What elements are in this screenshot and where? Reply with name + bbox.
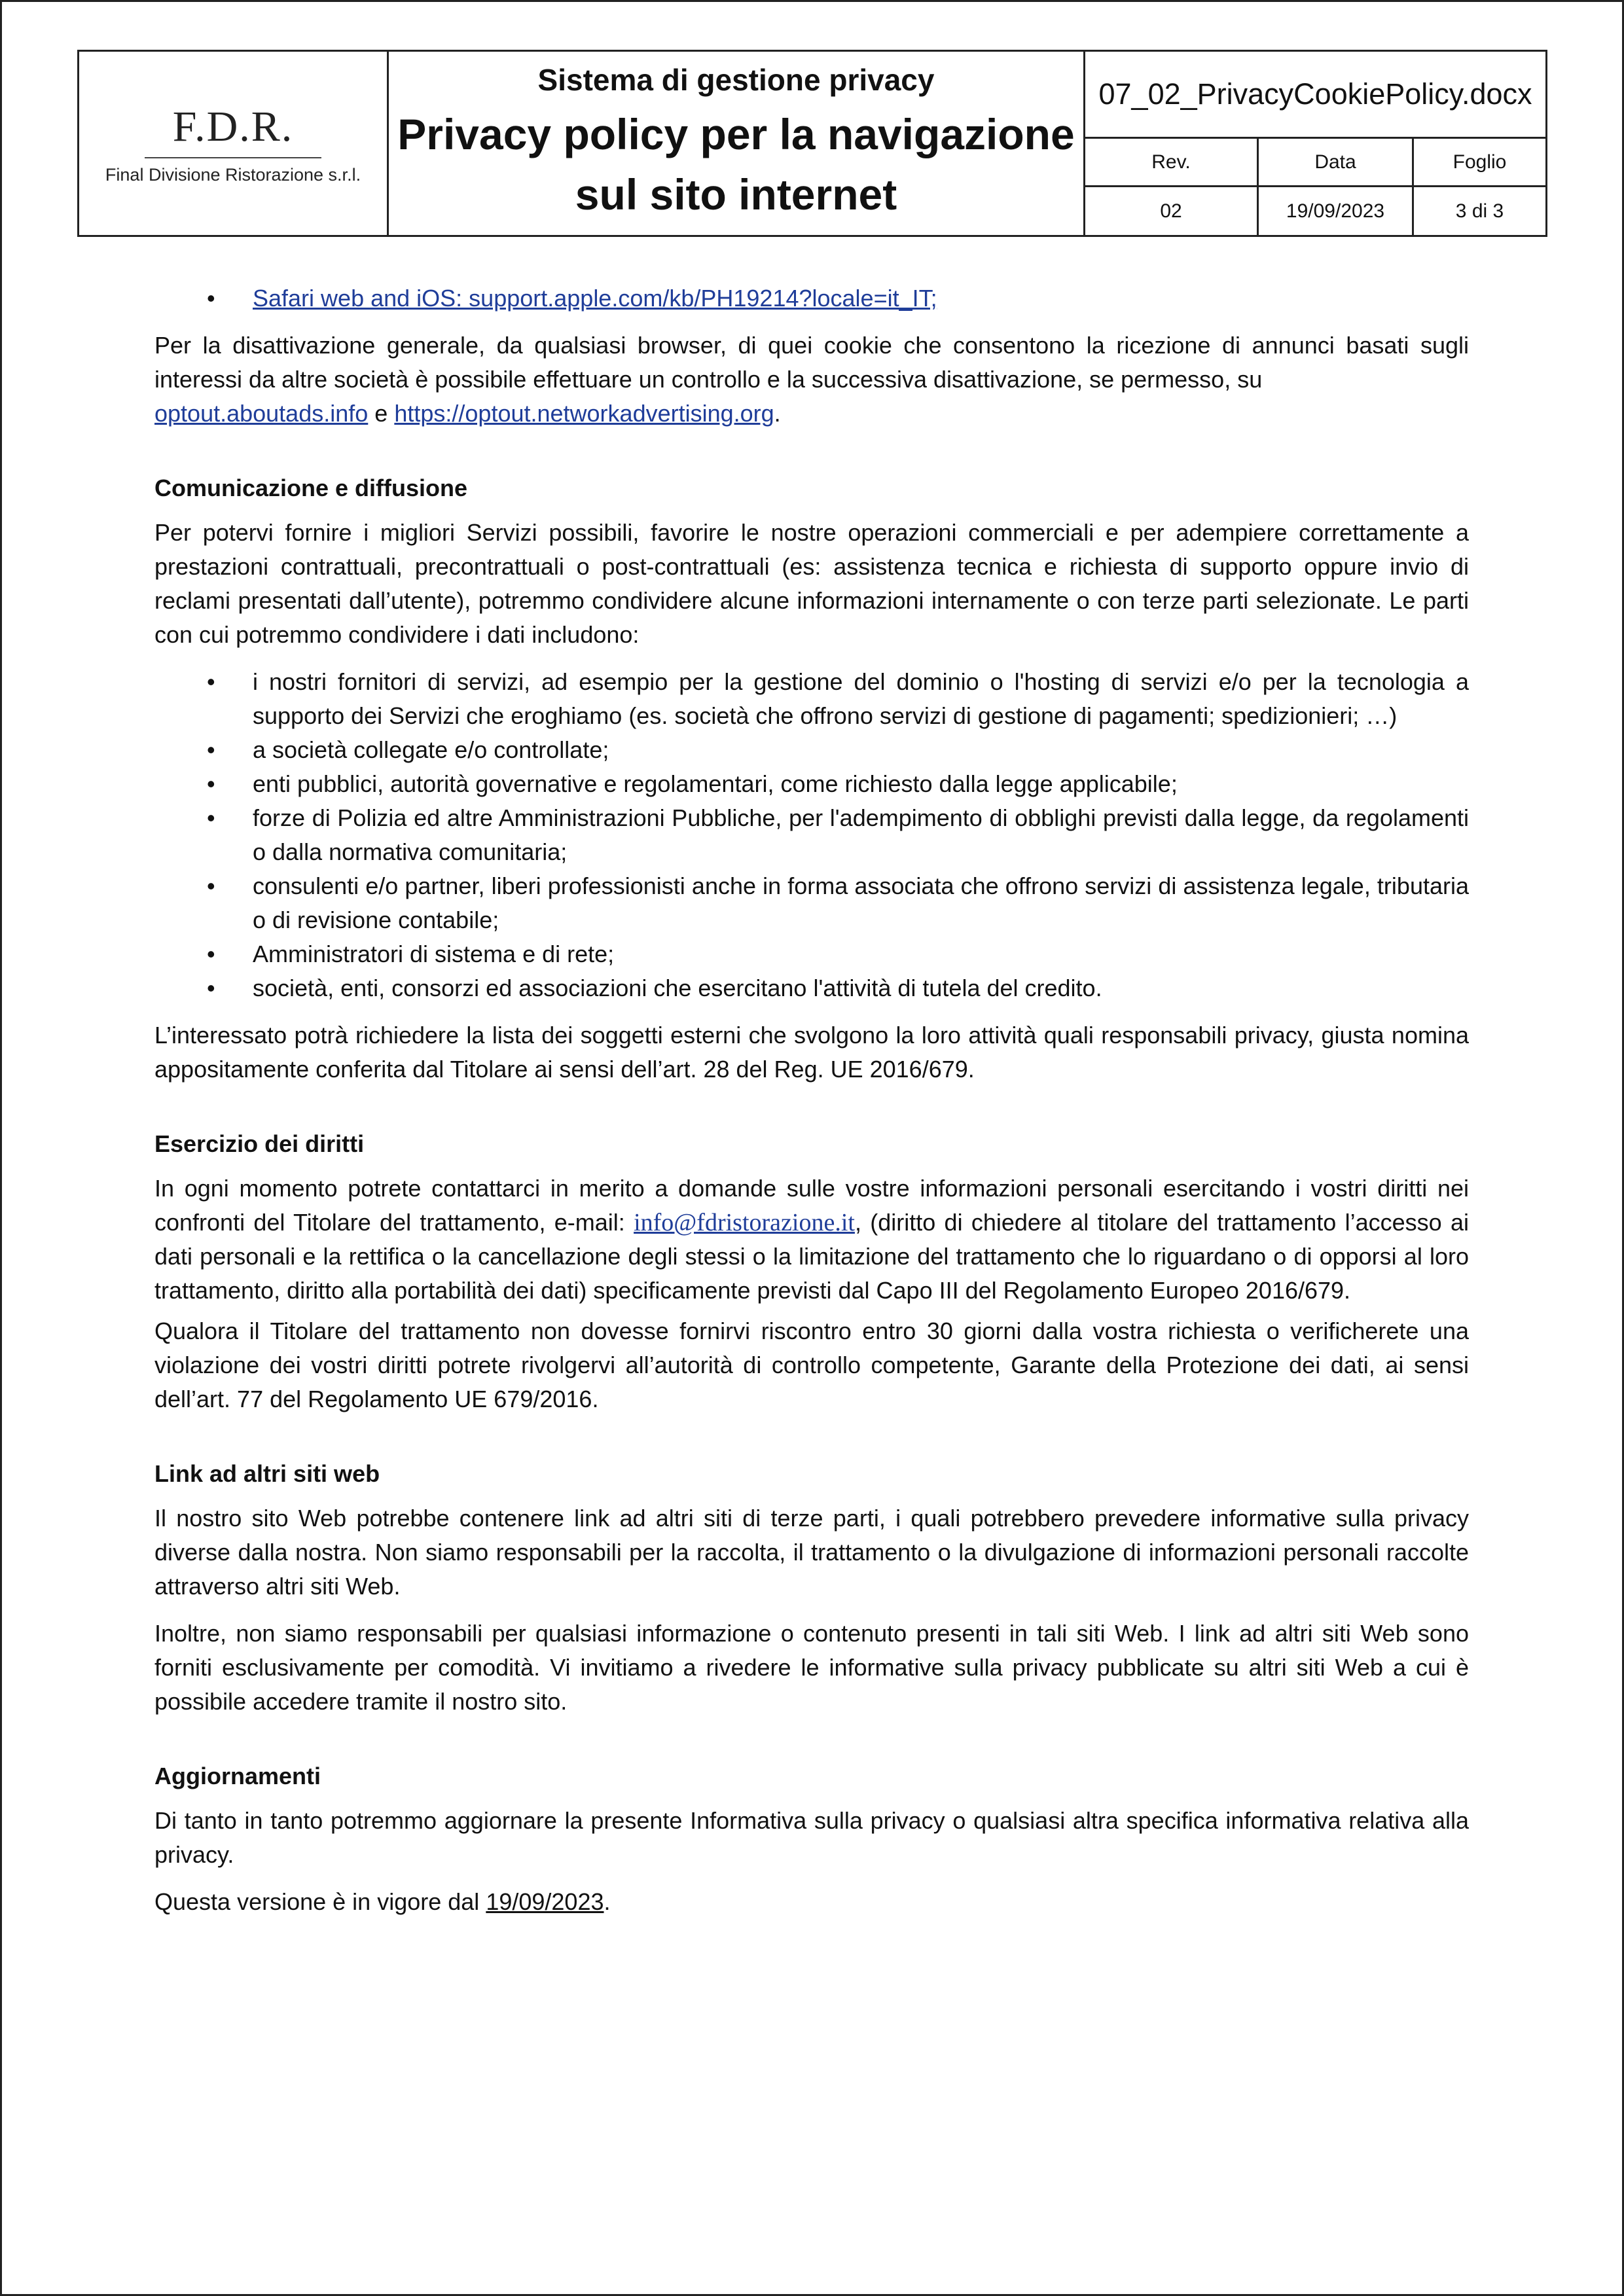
document-title-line2: sul sito internet xyxy=(575,170,897,219)
bullet-icon: • xyxy=(207,285,215,312)
list-item xyxy=(154,869,1469,937)
list-item-text: a società collegate e/o controllate; xyxy=(253,736,609,763)
diritti-paragraph-2: Qualora il Titolare del trattamento non dovesse fornirvi riscontro entro 30 giorni dalla vostra richiesta o verificherete una violazione dei vostri diritti potrete rivolgervi all’autorità di controllo competente, Garante della Protezione dei dati, ai sensi dell’art. 77 del Regolamento UE 679/2016. xyxy=(154,1318,1469,1412)
list-item xyxy=(154,971,1469,1005)
system-title: Sistema di gestione privacy xyxy=(537,63,935,97)
aggiornamenti-paragraph-2 xyxy=(154,1885,1469,1919)
diritti-text-before: In ogni momento potrete contattarci in merito a domande sulle vostre informazioni personali esercitando i vostri diritti nei confronti del Titolare del trattamento, e-mail: xyxy=(154,1175,1469,1236)
list-item-text: consulenti e/o partner, liberi professionisti anche in forma associata che offrono servizi di assistenza legale, tributaria o di revisione contabile; xyxy=(253,872,1469,933)
list-item-text: i nostri fornitori di servizi, ad esempio per la gestione del dominio o l'hosting di servizi e/o per la tecnologia a supporto dei Servizi che eroghiamo (es. società che offrono servizi di gestione di pagamenti; spedizionieri; …) xyxy=(253,668,1469,729)
document-title-line1: Privacy policy per la navigazione xyxy=(397,110,1075,158)
list-item-text: società, enti, consorzi ed associazioni che esercitano l'attività di tutela del credito. xyxy=(253,975,1102,1001)
optout-aboutads-link[interactable]: optout.aboutads.info xyxy=(154,400,369,427)
list-item-text: enti pubblici, autorità governative e regolamentari, come richiesto dalla legge applicabile; xyxy=(253,770,1178,797)
rev-label: Rev. xyxy=(1085,139,1259,185)
list-item xyxy=(154,281,1469,315)
rev-value: 02 xyxy=(1085,187,1259,235)
logo-mark: F.D.R. xyxy=(172,102,294,151)
comunicazione-outro: L’interessato potrà richiedere la lista dei soggetti esterni che svolgono la loro attività quali responsabili privacy, giusta nomina appositamente conferita dal Titolare ai sensi dell’art. 28 del Reg. UE 2016/679. xyxy=(154,1022,1469,1083)
list-item xyxy=(154,767,1469,801)
diritti-text-after: , (diritto di chiedere al titolare del trattamento l’accesso ai dati personali e la rettifica o la cancellazione degli stessi o la limitazione del trattamento che lo riguardano o di opporsi al loro trattamento, diritto alla portabilità dei dati) specificamente previsti dal Capo III del Regolamento Europeo 2016/679. xyxy=(154,1209,1469,1304)
data-label: Data xyxy=(1259,139,1414,185)
effective-period: . xyxy=(604,1888,611,1915)
list-item-text: forze di Polizia ed altre Amministrazioni Pubbliche, per l'adempimento di obblighi previsti dalla legge, da regolamenti o dalla normativa comunitaria; xyxy=(253,804,1469,865)
effective-text: Questa versione è in vigore dal xyxy=(154,1888,480,1915)
logo-subtitle: Final Divisione Ristorazione s.r.l. xyxy=(105,164,361,185)
bullet-icon: • xyxy=(207,804,215,831)
meta-header-row xyxy=(1085,139,1545,187)
data-value: 19/09/2023 xyxy=(1259,187,1414,235)
document-body xyxy=(154,281,1469,1932)
list-item xyxy=(154,733,1469,767)
diritti-paragraph-1 xyxy=(154,1172,1469,1308)
safari-link[interactable]: Safari web and iOS: support.apple.com/kb/PH19214?locale=it_IT; xyxy=(253,285,937,312)
optout-nai-link[interactable]: https://optout.networkadvertising.org xyxy=(394,400,774,427)
list-item xyxy=(154,801,1469,869)
header-title-block xyxy=(389,52,1085,235)
logo-divider xyxy=(145,157,321,158)
company-logo xyxy=(79,52,389,235)
link-paragraph-2: Inoltre, non siamo responsabili per qualsiasi informazione o contenuto presenti in tali siti Web. I link ad altri siti Web sono forniti esclusivamente per comodità. Vi invitiamo a rivedere le informative sulla privacy pubblicate su altri siti Web a cui è possibile accedere tramite il nostro sito. xyxy=(154,1620,1469,1715)
bullet-icon: • xyxy=(207,975,215,1001)
link-paragraph-1: Il nostro sito Web potrebbe contenere link ad altri siti di terze parti, i quali potrebbero prevedere informative sulla privacy diverse dalla nostra. Non siamo responsabili per la raccolta, il trattamento o la divulgazione di informazioni personali raccolte attraverso altri siti Web. xyxy=(154,1505,1469,1600)
meta-value-row xyxy=(1085,187,1545,235)
foglio-label: Foglio xyxy=(1453,151,1507,173)
effective-date: 19/09/2023 xyxy=(486,1888,604,1915)
list-item xyxy=(154,665,1469,733)
bullet-icon: • xyxy=(207,668,215,695)
list-item xyxy=(154,937,1469,971)
section-title-comunicazione: Comunicazione e diffusione xyxy=(154,475,468,501)
header-meta-block xyxy=(1085,52,1545,235)
bullet-icon: • xyxy=(207,941,215,967)
section-title-aggiornamenti: Aggiornamenti xyxy=(154,1763,321,1789)
list-item-text: Amministratori di sistema e di rete; xyxy=(253,941,615,967)
email-link[interactable]: info@fdristorazione.it xyxy=(634,1209,855,1236)
recipients-list xyxy=(154,665,1469,1005)
section-title-diritti: Esercizio dei diritti xyxy=(154,1130,365,1157)
bullet-icon: • xyxy=(207,872,215,899)
bullet-icon: • xyxy=(207,736,215,763)
browser-list xyxy=(154,281,1469,315)
document-header xyxy=(77,50,1547,237)
bullet-icon: • xyxy=(207,770,215,797)
aggiornamenti-paragraph-1: Di tanto in tanto potremmo aggiornare la presente Informativa sulla privacy o qualsiasi altra specifica informativa relativa alla privacy. xyxy=(154,1807,1469,1868)
comunicazione-intro: Per potervi fornire i migliori Servizi possibili, favorire le nostre operazioni commerciali e per adempiere correttamente a prestazioni contrattuali, precontrattuali o post-contrattuali (es: assistenza tecnica e richiesta di supporto oppure invio di reclami presentati dall’utente), potremmo condividere alcune informazioni internamente o con terze parti selezionate. Le parti con cui potremmo condividere i dati includono: xyxy=(154,519,1469,648)
file-name: 07_02_PrivacyCookiePolicy.docx xyxy=(1085,52,1545,139)
section-title-link: Link ad altri siti web xyxy=(154,1460,380,1487)
optout-and: e xyxy=(374,400,388,427)
foglio-value: 3 di 3 xyxy=(1455,200,1504,222)
optout-paragraph: Per la disattivazione generale, da qualsiasi browser, di quei cookie che consentono la ricezione di annunci basati sugli interessi da altre società è possibile effettuare un controllo e la successiva disattivazione, se permesso, su optout.aboutads.info e https://optout.networkadvertising.org. xyxy=(154,332,1469,427)
optout-text: Per la disattivazione generale, da qualsiasi browser, di quei cookie che consentono la ricezione di annunci basati sugli interessi da altre società è possibile effettuare un controllo e la successiva disattivazione, se permesso, su xyxy=(154,332,1469,393)
